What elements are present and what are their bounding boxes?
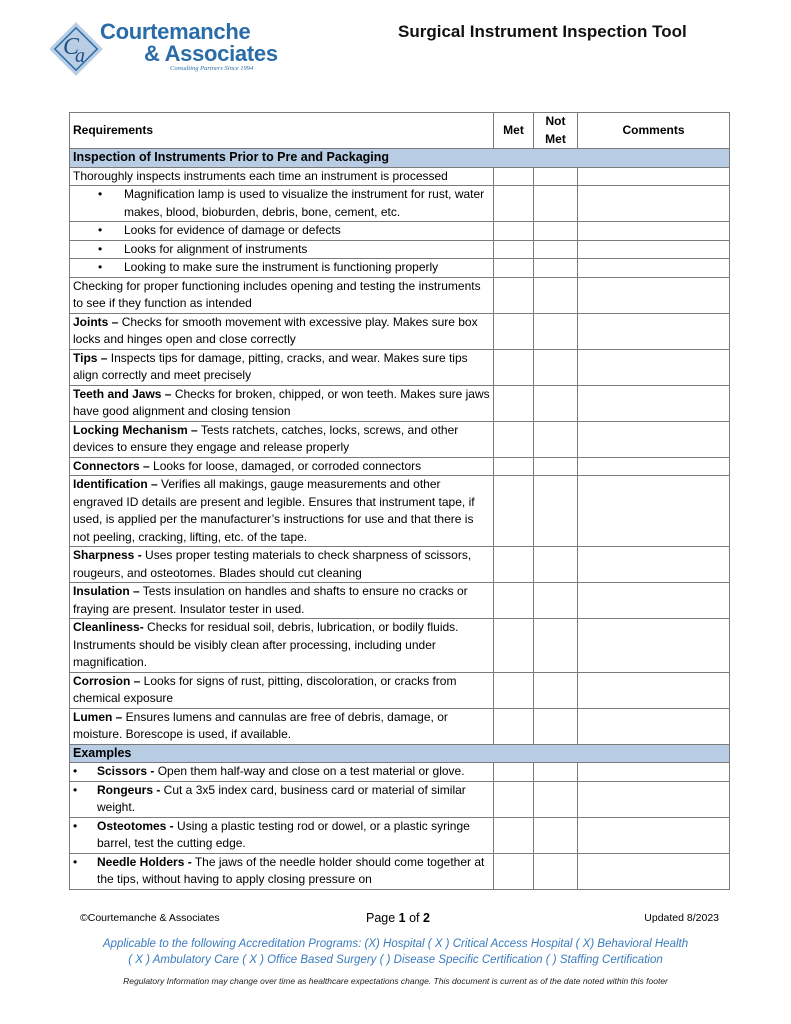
table-row	[70, 457, 730, 476]
requirement-label: Lumen –	[73, 709, 123, 724]
table-row	[70, 672, 730, 708]
requirement-cell	[70, 583, 494, 619]
comments-cell[interactable]	[578, 817, 730, 853]
met-cell[interactable]	[494, 672, 534, 708]
requirement-label: Locking Mechanism –	[73, 422, 198, 437]
page-of: of	[405, 911, 423, 925]
requirement-text: Uses proper testing materials to check sharpness of scissors, rougeurs, and osteotomes. Blades should cut cleaning	[73, 548, 472, 580]
bullet-icon: •	[73, 764, 78, 778]
bullet-text: Looking to make sure the instrument is functioning properly	[124, 260, 439, 274]
not-met-cell[interactable]	[534, 817, 578, 853]
logo-wordmark	[100, 19, 278, 72]
met-cell[interactable]	[494, 619, 534, 673]
example-text: Open them half-way and close on a test material or glove.	[154, 764, 465, 778]
example-label: Scissors -	[97, 764, 155, 778]
bullet-icon: •	[73, 782, 78, 797]
comments-cell[interactable]	[578, 583, 730, 619]
comments-cell[interactable]	[578, 619, 730, 673]
col-not-met: Not Met	[534, 113, 578, 149]
requirement-cell	[70, 259, 494, 278]
not-met-cell[interactable]	[534, 349, 578, 385]
page-total: 2	[423, 911, 430, 925]
requirement-cell	[70, 349, 494, 385]
met-cell[interactable]	[494, 708, 534, 744]
met-cell[interactable]	[494, 240, 534, 259]
comments-cell[interactable]	[578, 457, 730, 476]
table-row	[70, 385, 730, 421]
bullet-icon: •	[98, 223, 103, 237]
example-text: The jaws of the needle holder should come together at the tips, without having to apply closing pressure on	[97, 854, 485, 886]
not-met-cell[interactable]	[534, 583, 578, 619]
table-row	[70, 476, 730, 547]
svg-text:a: a	[75, 45, 85, 67]
table-row	[70, 222, 730, 241]
section-row-inspection	[70, 149, 730, 168]
table-row	[70, 167, 730, 186]
comments-cell[interactable]	[578, 763, 730, 782]
requirement-cell: Checking for proper functioning includes opening and testing the instruments to see if they function as intended	[70, 277, 494, 313]
met-cell[interactable]	[494, 763, 534, 782]
met-cell[interactable]	[494, 853, 534, 889]
met-cell[interactable]	[494, 349, 534, 385]
accreditation-line-1: Applicable to the following Accreditation Programs: (X) Hospital ( X ) Critical Access Hospital ( X) Behavioral Health	[102, 938, 689, 950]
met-cell[interactable]	[494, 781, 534, 817]
bullet-icon: •	[73, 818, 78, 833]
not-met-cell[interactable]	[534, 259, 578, 278]
requirement-cell	[70, 619, 494, 673]
requirement-cell	[70, 457, 494, 476]
bullet-text: Magnification lamp is used to visualize the instrument for rust, water makes, blood, bioburden, debris, bone, cement, etc.	[124, 187, 485, 219]
requirement-text: Looks for signs of rust, pitting, discoloration, or cracks from chemical exposure	[73, 673, 457, 705]
not-met-cell[interactable]	[534, 240, 578, 259]
comments-cell[interactable]	[578, 186, 730, 222]
requirement-label: Connectors –	[73, 458, 150, 473]
comments-cell[interactable]	[578, 853, 730, 889]
requirement-label: Tips –	[73, 350, 108, 365]
requirement-text: Inspects tips for damage, pitting, cracks, and wear. Makes sure tips align correctly and meet precisely	[73, 350, 468, 382]
logo-tagline: Consulting Partners Since 1994	[170, 65, 254, 72]
example-text: Cut a 3x5 index card, business card or material of similar weight.	[97, 782, 466, 814]
comments-cell[interactable]	[578, 259, 730, 278]
section-title: Inspection of Instruments Prior to Pre and Packaging	[70, 149, 730, 168]
example-label: Needle Holders -	[97, 854, 192, 869]
table-row	[70, 583, 730, 619]
requirement-text: Checks for broken, chipped, or won teeth. Makes sure jaws have good alignment and closing tension	[73, 386, 490, 418]
col-comments: Comments	[578, 113, 730, 149]
requirement-label: Teeth and Jaws –	[73, 386, 172, 401]
bullet-text: Looks for alignment of instruments	[124, 241, 308, 256]
bullet-icon: •	[98, 260, 103, 274]
comments-cell[interactable]	[578, 277, 730, 313]
example-label: Osteotomes -	[97, 818, 174, 833]
example-label: Rongeurs -	[97, 782, 161, 797]
logo-associates: & Associates	[144, 41, 278, 66]
requirement-cell	[70, 313, 494, 349]
comments-cell[interactable]	[578, 781, 730, 817]
met-cell[interactable]	[494, 167, 534, 186]
table-row	[70, 547, 730, 583]
bullet-icon: •	[98, 241, 103, 256]
met-cell[interactable]	[494, 259, 534, 278]
page-current: 1	[398, 911, 406, 925]
comments-cell[interactable]	[578, 167, 730, 186]
table-row	[70, 421, 730, 457]
not-met-cell[interactable]	[534, 277, 578, 313]
logo-name: Courtemanche	[100, 19, 251, 44]
svg-text:C: C	[63, 34, 80, 60]
met-cell[interactable]	[494, 277, 534, 313]
comments-cell[interactable]	[578, 385, 730, 421]
requirement-text: Verifies all makings, gauge measurements and other engraved ID details are present and legible. Ensures that instrument tape, if used, is applied per the manufacturer’s instructions for use and that there is not peeling, cracking, lifting, etc. of the tape.	[73, 477, 475, 544]
comments-cell[interactable]	[578, 222, 730, 241]
requirement-text: Checks for smooth movement with excessive play. Makes sure box locks and hinges open and close correctly	[73, 314, 478, 346]
not-met-cell[interactable]	[534, 763, 578, 782]
table-row	[70, 619, 730, 673]
comments-cell[interactable]	[578, 421, 730, 457]
not-met-cell[interactable]	[534, 457, 578, 476]
comments-cell[interactable]	[578, 672, 730, 708]
not-met-cell[interactable]	[534, 619, 578, 673]
requirement-cell	[70, 672, 494, 708]
met-cell[interactable]	[494, 457, 534, 476]
requirement-label: Identification –	[73, 477, 158, 491]
met-cell[interactable]	[494, 385, 534, 421]
comments-cell[interactable]	[578, 313, 730, 349]
updated-date: Updated 8/2023	[644, 912, 719, 924]
requirement-cell	[70, 853, 494, 889]
table-row	[70, 763, 730, 782]
not-met-cell[interactable]	[534, 167, 578, 186]
requirement-label: Corrosion –	[73, 673, 141, 688]
comments-cell[interactable]	[578, 240, 730, 259]
requirement-text: Ensures lumens and cannulas are free of debris, damage, or moisture. Borescope is used, if available.	[73, 709, 448, 741]
bullet-icon: •	[73, 854, 78, 869]
not-met-cell[interactable]	[534, 708, 578, 744]
not-met-cell[interactable]	[534, 313, 578, 349]
table-row	[70, 186, 730, 222]
requirement-text: Tests ratchets, catches, locks, screws, and other devices to ensure they engage and release properly	[73, 422, 459, 454]
table-row	[70, 853, 730, 889]
met-cell[interactable]	[494, 476, 534, 547]
comments-cell[interactable]	[578, 708, 730, 744]
section-title: Examples	[70, 744, 730, 763]
requirement-cell	[70, 240, 494, 259]
requirement-label: Sharpness -	[73, 548, 142, 562]
met-cell[interactable]	[494, 421, 534, 457]
requirement-cell	[70, 708, 494, 744]
not-met-cell[interactable]	[534, 421, 578, 457]
table-row	[70, 277, 730, 313]
col-met: Met	[494, 113, 534, 149]
requirement-label: Insulation –	[73, 584, 140, 598]
page-footer	[0, 906, 791, 1024]
not-met-cell[interactable]	[534, 672, 578, 708]
met-cell[interactable]	[494, 547, 534, 583]
requirement-cell	[70, 476, 494, 547]
inspection-table	[69, 112, 730, 890]
table-row	[70, 240, 730, 259]
table-row	[70, 708, 730, 744]
table-row	[70, 349, 730, 385]
met-cell[interactable]	[494, 817, 534, 853]
requirement-text: Checks for residual soil, debris, lubrication, or bodily fluids. Instruments should be visibly clean after processing, including under magnification.	[73, 620, 459, 669]
comments-cell[interactable]	[578, 547, 730, 583]
requirement-cell	[70, 222, 494, 241]
table-row	[70, 781, 730, 817]
met-cell[interactable]	[494, 313, 534, 349]
not-met-cell[interactable]	[534, 385, 578, 421]
met-cell[interactable]	[494, 186, 534, 222]
not-met-cell[interactable]	[534, 547, 578, 583]
requirement-cell	[70, 421, 494, 457]
copyright: ©Courtemanche & Associates	[80, 912, 220, 924]
met-cell[interactable]	[494, 222, 534, 241]
table-header-row	[70, 113, 730, 149]
page-header	[0, 0, 791, 100]
not-met-cell[interactable]	[534, 781, 578, 817]
comments-cell[interactable]	[578, 349, 730, 385]
requirement-text: Looks for loose, damaged, or corroded connectors	[149, 458, 422, 473]
table-row	[70, 259, 730, 278]
example-text: Using a plastic testing rod or dowel, or a plastic syringe barrel, test the cutting edge.	[97, 818, 470, 850]
bullet-icon: •	[98, 187, 103, 201]
page-number	[366, 911, 430, 925]
requirement-label: Cleanliness-	[73, 620, 144, 634]
document-title: Surgical Instrument Inspection Tool	[398, 22, 687, 41]
not-met-cell[interactable]	[534, 186, 578, 222]
met-cell[interactable]	[494, 583, 534, 619]
not-met-cell[interactable]	[534, 853, 578, 889]
table-row	[70, 313, 730, 349]
requirement-cell: Thoroughly inspects instruments each time an instrument is processed	[70, 167, 494, 186]
accreditation-line-2: ( X ) Ambulatory Care ( X ) Office Based Surgery ( ) Disease Specific Certification ( ) Staffing Certification	[128, 954, 663, 966]
page-prefix: Page	[366, 911, 399, 925]
section-row-examples	[70, 744, 730, 763]
table-row	[70, 817, 730, 853]
requirement-cell	[70, 781, 494, 817]
not-met-cell[interactable]	[534, 476, 578, 547]
requirement-cell	[70, 763, 494, 782]
requirement-label: Joints –	[73, 314, 119, 329]
regulatory-note: Regulatory Information may change over time as healthcare expectations change. This document is current as of the date noted within this footer	[123, 976, 668, 986]
requirement-cell	[70, 547, 494, 583]
not-met-cell[interactable]	[534, 222, 578, 241]
requirement-text: Tests insulation on handles and shafts to ensure no cracks or fraying are present. Insulator tester in used.	[73, 584, 468, 616]
bullet-text: Looks for evidence of damage or defects	[124, 223, 341, 237]
comments-cell[interactable]	[578, 476, 730, 547]
requirement-cell	[70, 385, 494, 421]
requirement-cell	[70, 186, 494, 222]
col-requirements: Requirements	[70, 113, 494, 149]
requirement-cell	[70, 817, 494, 853]
